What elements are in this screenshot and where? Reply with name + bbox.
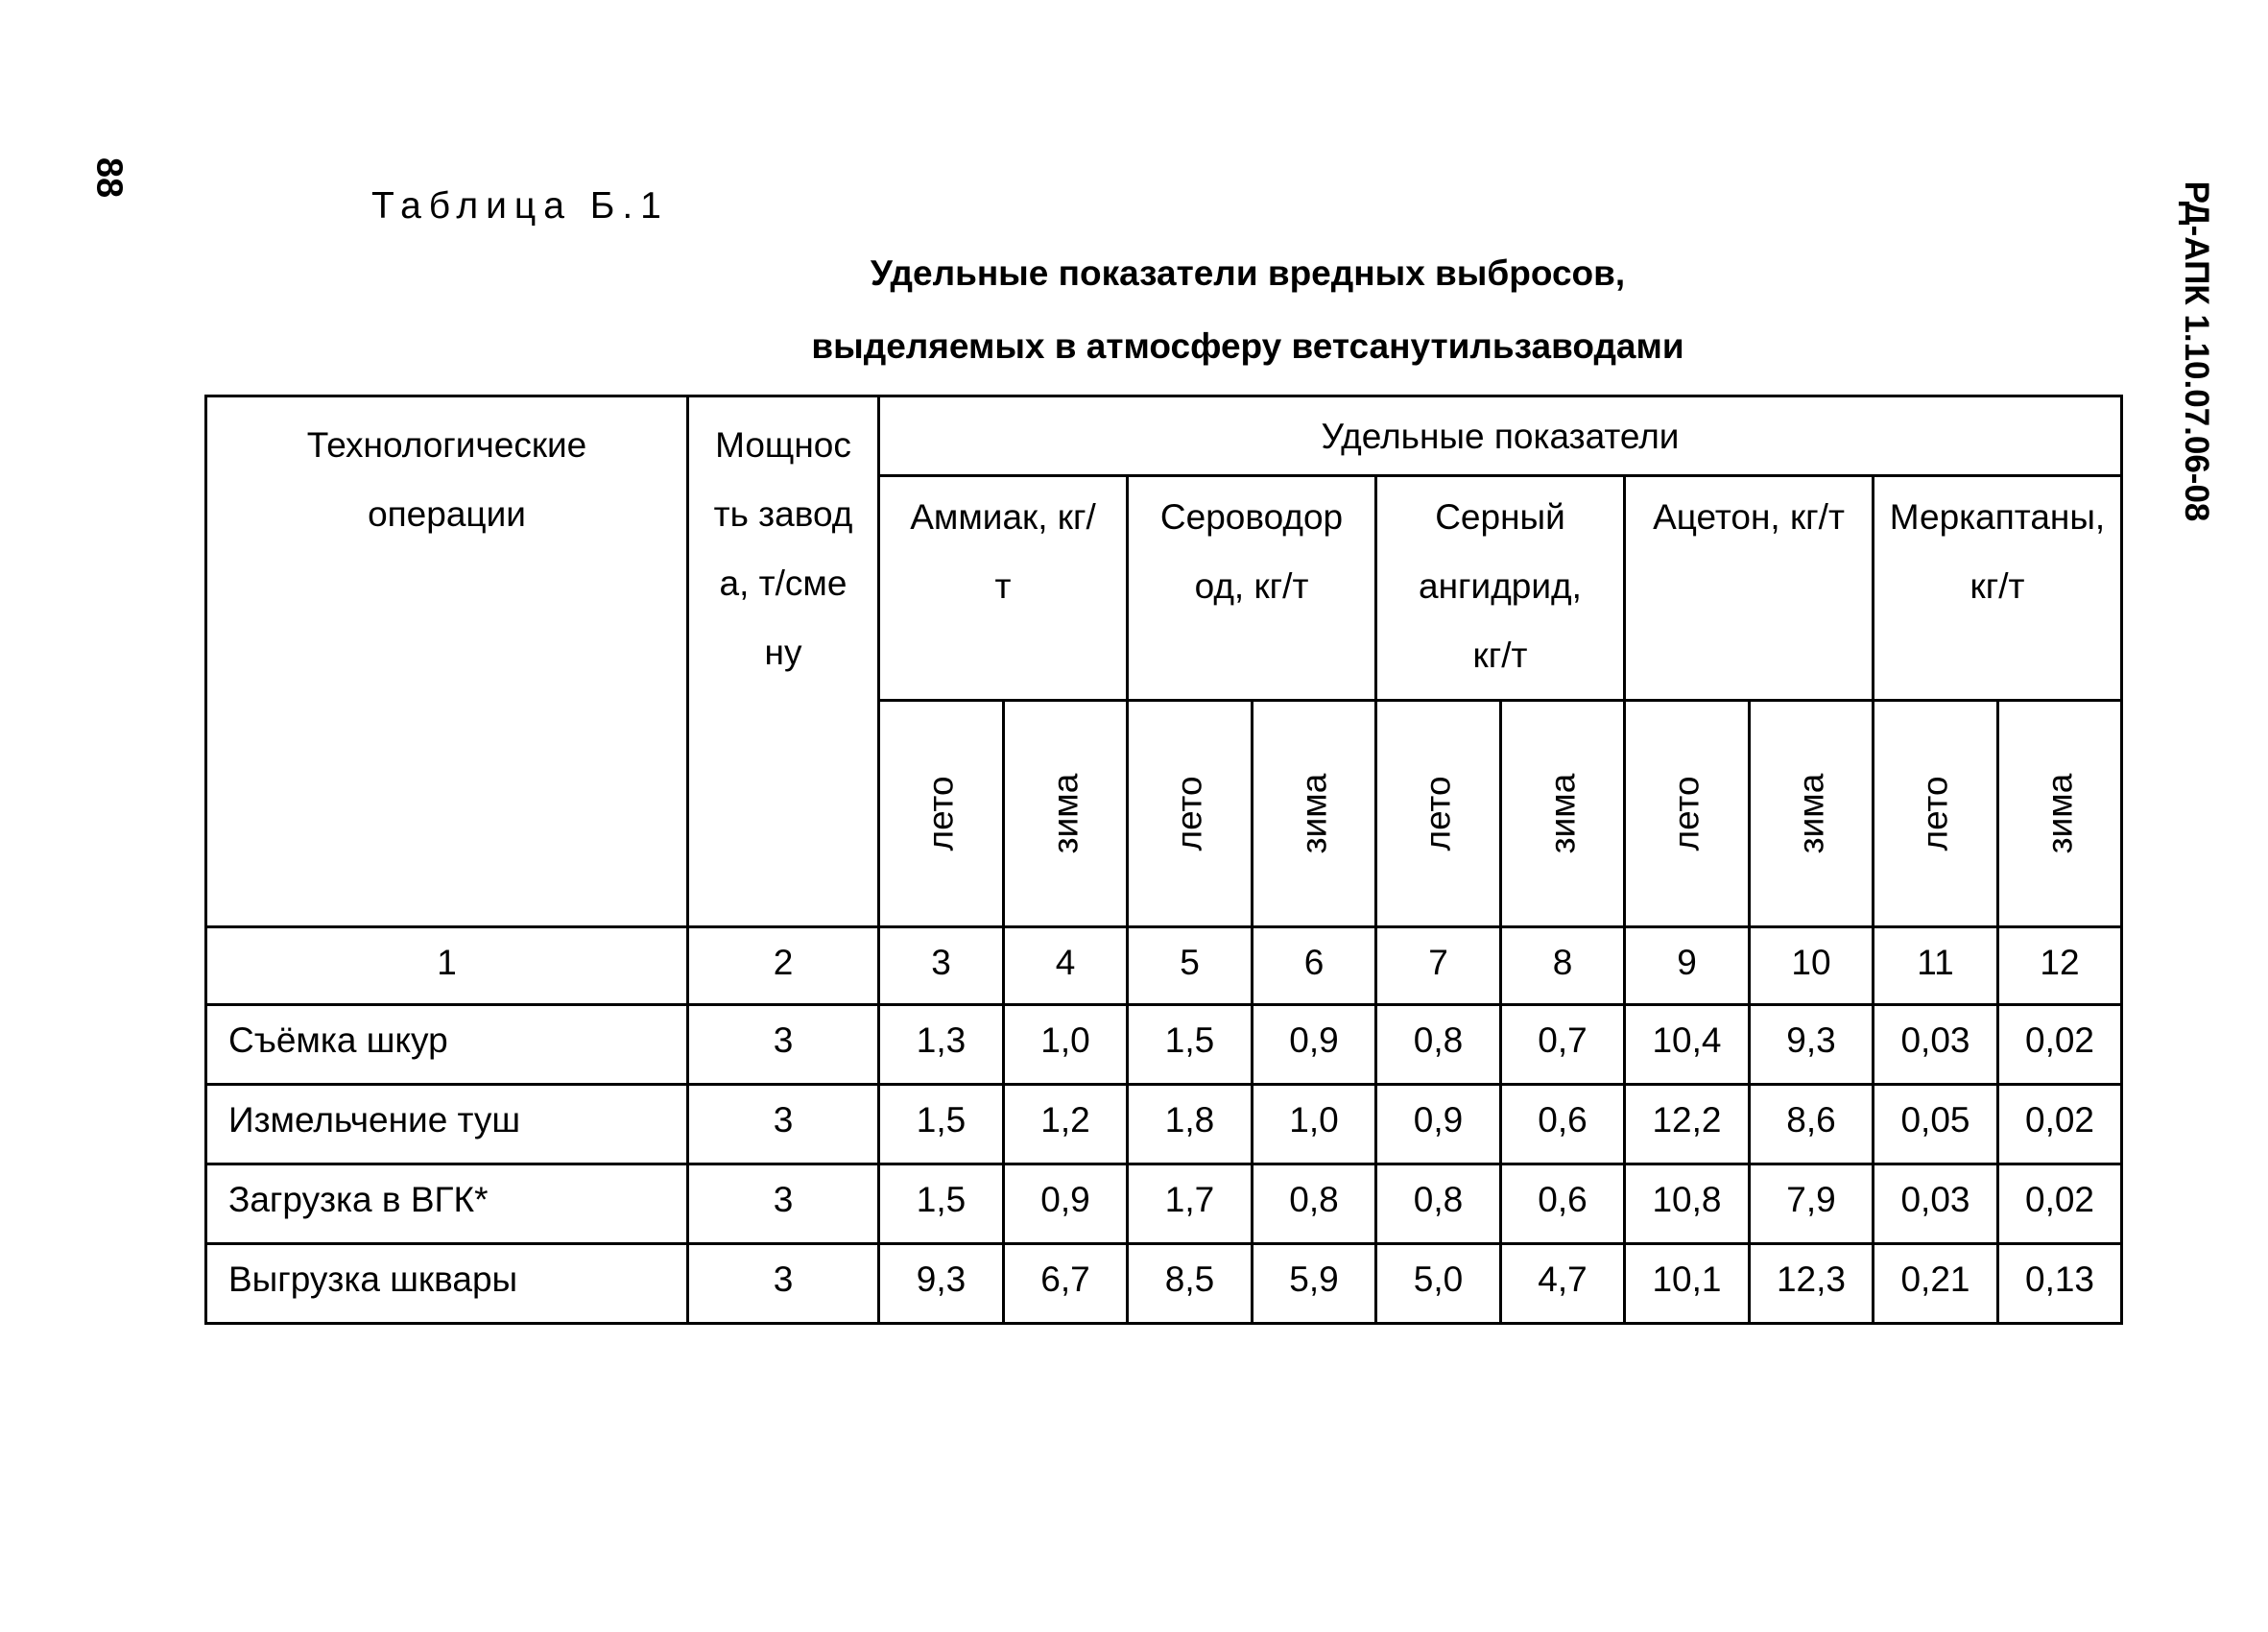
- indicator-value: 9,3: [879, 1244, 1004, 1324]
- indicator-value: 1,5: [879, 1164, 1004, 1244]
- capacity-value: 3: [688, 1164, 879, 1244]
- header-operations: Технологические операции: [206, 396, 688, 927]
- indicator-value: 6,7: [1004, 1244, 1128, 1324]
- column-number: 5: [1128, 927, 1253, 1005]
- indicator-value: 1,2: [1004, 1085, 1128, 1164]
- header-summer: лето: [1128, 701, 1253, 927]
- header-summer: лето: [1625, 701, 1750, 927]
- column-number-row: [206, 927, 2122, 1005]
- indicator-value: 8,5: [1128, 1244, 1253, 1324]
- indicator-value: 0,8: [1376, 1005, 1501, 1085]
- header-summer: лето: [1874, 701, 1998, 927]
- capacity-value: 3: [688, 1085, 879, 1164]
- indicator-value: 0,03: [1874, 1164, 1998, 1244]
- operation-name: Загрузка в ВГК*: [206, 1164, 688, 1244]
- table-title-line-1: Удельные показатели вредных выбросов,: [870, 253, 1626, 293]
- header-acetone: Ацетон, кг/т: [1625, 476, 1874, 701]
- table-caption: Таблица Б.1: [371, 185, 669, 227]
- indicator-value: 0,7: [1501, 1005, 1625, 1085]
- header-winter: зима: [1253, 701, 1376, 927]
- indicator-value: 0,21: [1874, 1244, 1998, 1324]
- indicator-value: 7,9: [1750, 1164, 1874, 1244]
- indicator-value: 5,9: [1253, 1244, 1376, 1324]
- indicator-value: 12,3: [1750, 1244, 1874, 1324]
- indicator-value: 0,02: [1998, 1164, 2122, 1244]
- indicator-value: 1,3: [879, 1005, 1004, 1085]
- operation-name: Выгрузка шквары: [206, 1244, 688, 1324]
- indicator-value: 9,3: [1750, 1005, 1874, 1085]
- operation-name: Съёмка шкур: [206, 1005, 688, 1085]
- column-number: 8: [1501, 927, 1625, 1005]
- capacity-value: 3: [688, 1005, 879, 1085]
- indicator-value: 0,9: [1253, 1005, 1376, 1085]
- header-winter: зима: [1750, 701, 1874, 927]
- column-number: 9: [1625, 927, 1750, 1005]
- column-number: 12: [1998, 927, 2122, 1005]
- page-number: 88: [88, 156, 130, 199]
- indicator-value: 0,02: [1998, 1085, 2122, 1164]
- header-capacity: Мощность завода, т/смену: [688, 396, 879, 927]
- column-number: 2: [688, 927, 879, 1005]
- header-winter: зима: [1501, 701, 1625, 927]
- table-row: [206, 1085, 2122, 1164]
- column-number: 3: [879, 927, 1004, 1005]
- operation-name: Измельчение туш: [206, 1085, 688, 1164]
- header-mercaptans: Меркаптаны, кг/т: [1874, 476, 2122, 701]
- indicator-value: 0,6: [1501, 1085, 1625, 1164]
- indicator-value: 0,05: [1874, 1085, 1998, 1164]
- header-sulfur-anhydride: Серный ангидрид, кг/т: [1376, 476, 1625, 701]
- indicator-value: 12,2: [1625, 1085, 1750, 1164]
- indicator-value: 1,0: [1004, 1005, 1128, 1085]
- indicator-value: 10,4: [1625, 1005, 1750, 1085]
- indicator-value: 1,5: [1128, 1005, 1253, 1085]
- indicator-value: 8,6: [1750, 1085, 1874, 1164]
- indicator-value: 1,0: [1253, 1085, 1376, 1164]
- header-hydrogen-sulfide: Сероводород, кг/т: [1128, 476, 1376, 701]
- capacity-value: 3: [688, 1244, 879, 1324]
- indicator-value: 0,6: [1501, 1164, 1625, 1244]
- table-row: [206, 1164, 2122, 1244]
- table-row: [206, 1005, 2122, 1085]
- indicator-value: 0,9: [1004, 1164, 1128, 1244]
- column-number: 6: [1253, 927, 1376, 1005]
- indicator-value: 0,02: [1998, 1005, 2122, 1085]
- column-number: 10: [1750, 927, 1874, 1005]
- header-specific-indicators: Удельные показатели: [879, 396, 2122, 476]
- column-number: 7: [1376, 927, 1501, 1005]
- indicator-value: 1,5: [879, 1085, 1004, 1164]
- table-row: [206, 1244, 2122, 1324]
- header-ammonia: Аммиак, кг/т: [879, 476, 1128, 701]
- indicator-value: 0,8: [1376, 1164, 1501, 1244]
- indicator-value: 4,7: [1501, 1244, 1625, 1324]
- indicator-value: 5,0: [1376, 1244, 1501, 1324]
- indicator-value: 0,03: [1874, 1005, 1998, 1085]
- header-winter: зима: [1998, 701, 2122, 927]
- indicator-value: 0,8: [1253, 1164, 1376, 1244]
- indicator-value: 0,13: [1998, 1244, 2122, 1324]
- indicator-value: 10,1: [1625, 1244, 1750, 1324]
- emissions-table: [204, 395, 2123, 1325]
- document-code: РД-АПК 1.10.07.06-08: [2178, 180, 2215, 522]
- table-title-line-2: выделяемых в атмосферу ветсанутильзаводами: [811, 326, 1684, 366]
- header-summer: лето: [879, 701, 1004, 927]
- header-winter: зима: [1004, 701, 1128, 927]
- indicator-value: 1,7: [1128, 1164, 1253, 1244]
- header-summer: лето: [1376, 701, 1501, 927]
- column-number: 1: [206, 927, 688, 1005]
- column-number: 4: [1004, 927, 1128, 1005]
- column-number: 11: [1874, 927, 1998, 1005]
- indicator-value: 1,8: [1128, 1085, 1253, 1164]
- indicator-value: 10,8: [1625, 1164, 1750, 1244]
- indicator-value: 0,9: [1376, 1085, 1501, 1164]
